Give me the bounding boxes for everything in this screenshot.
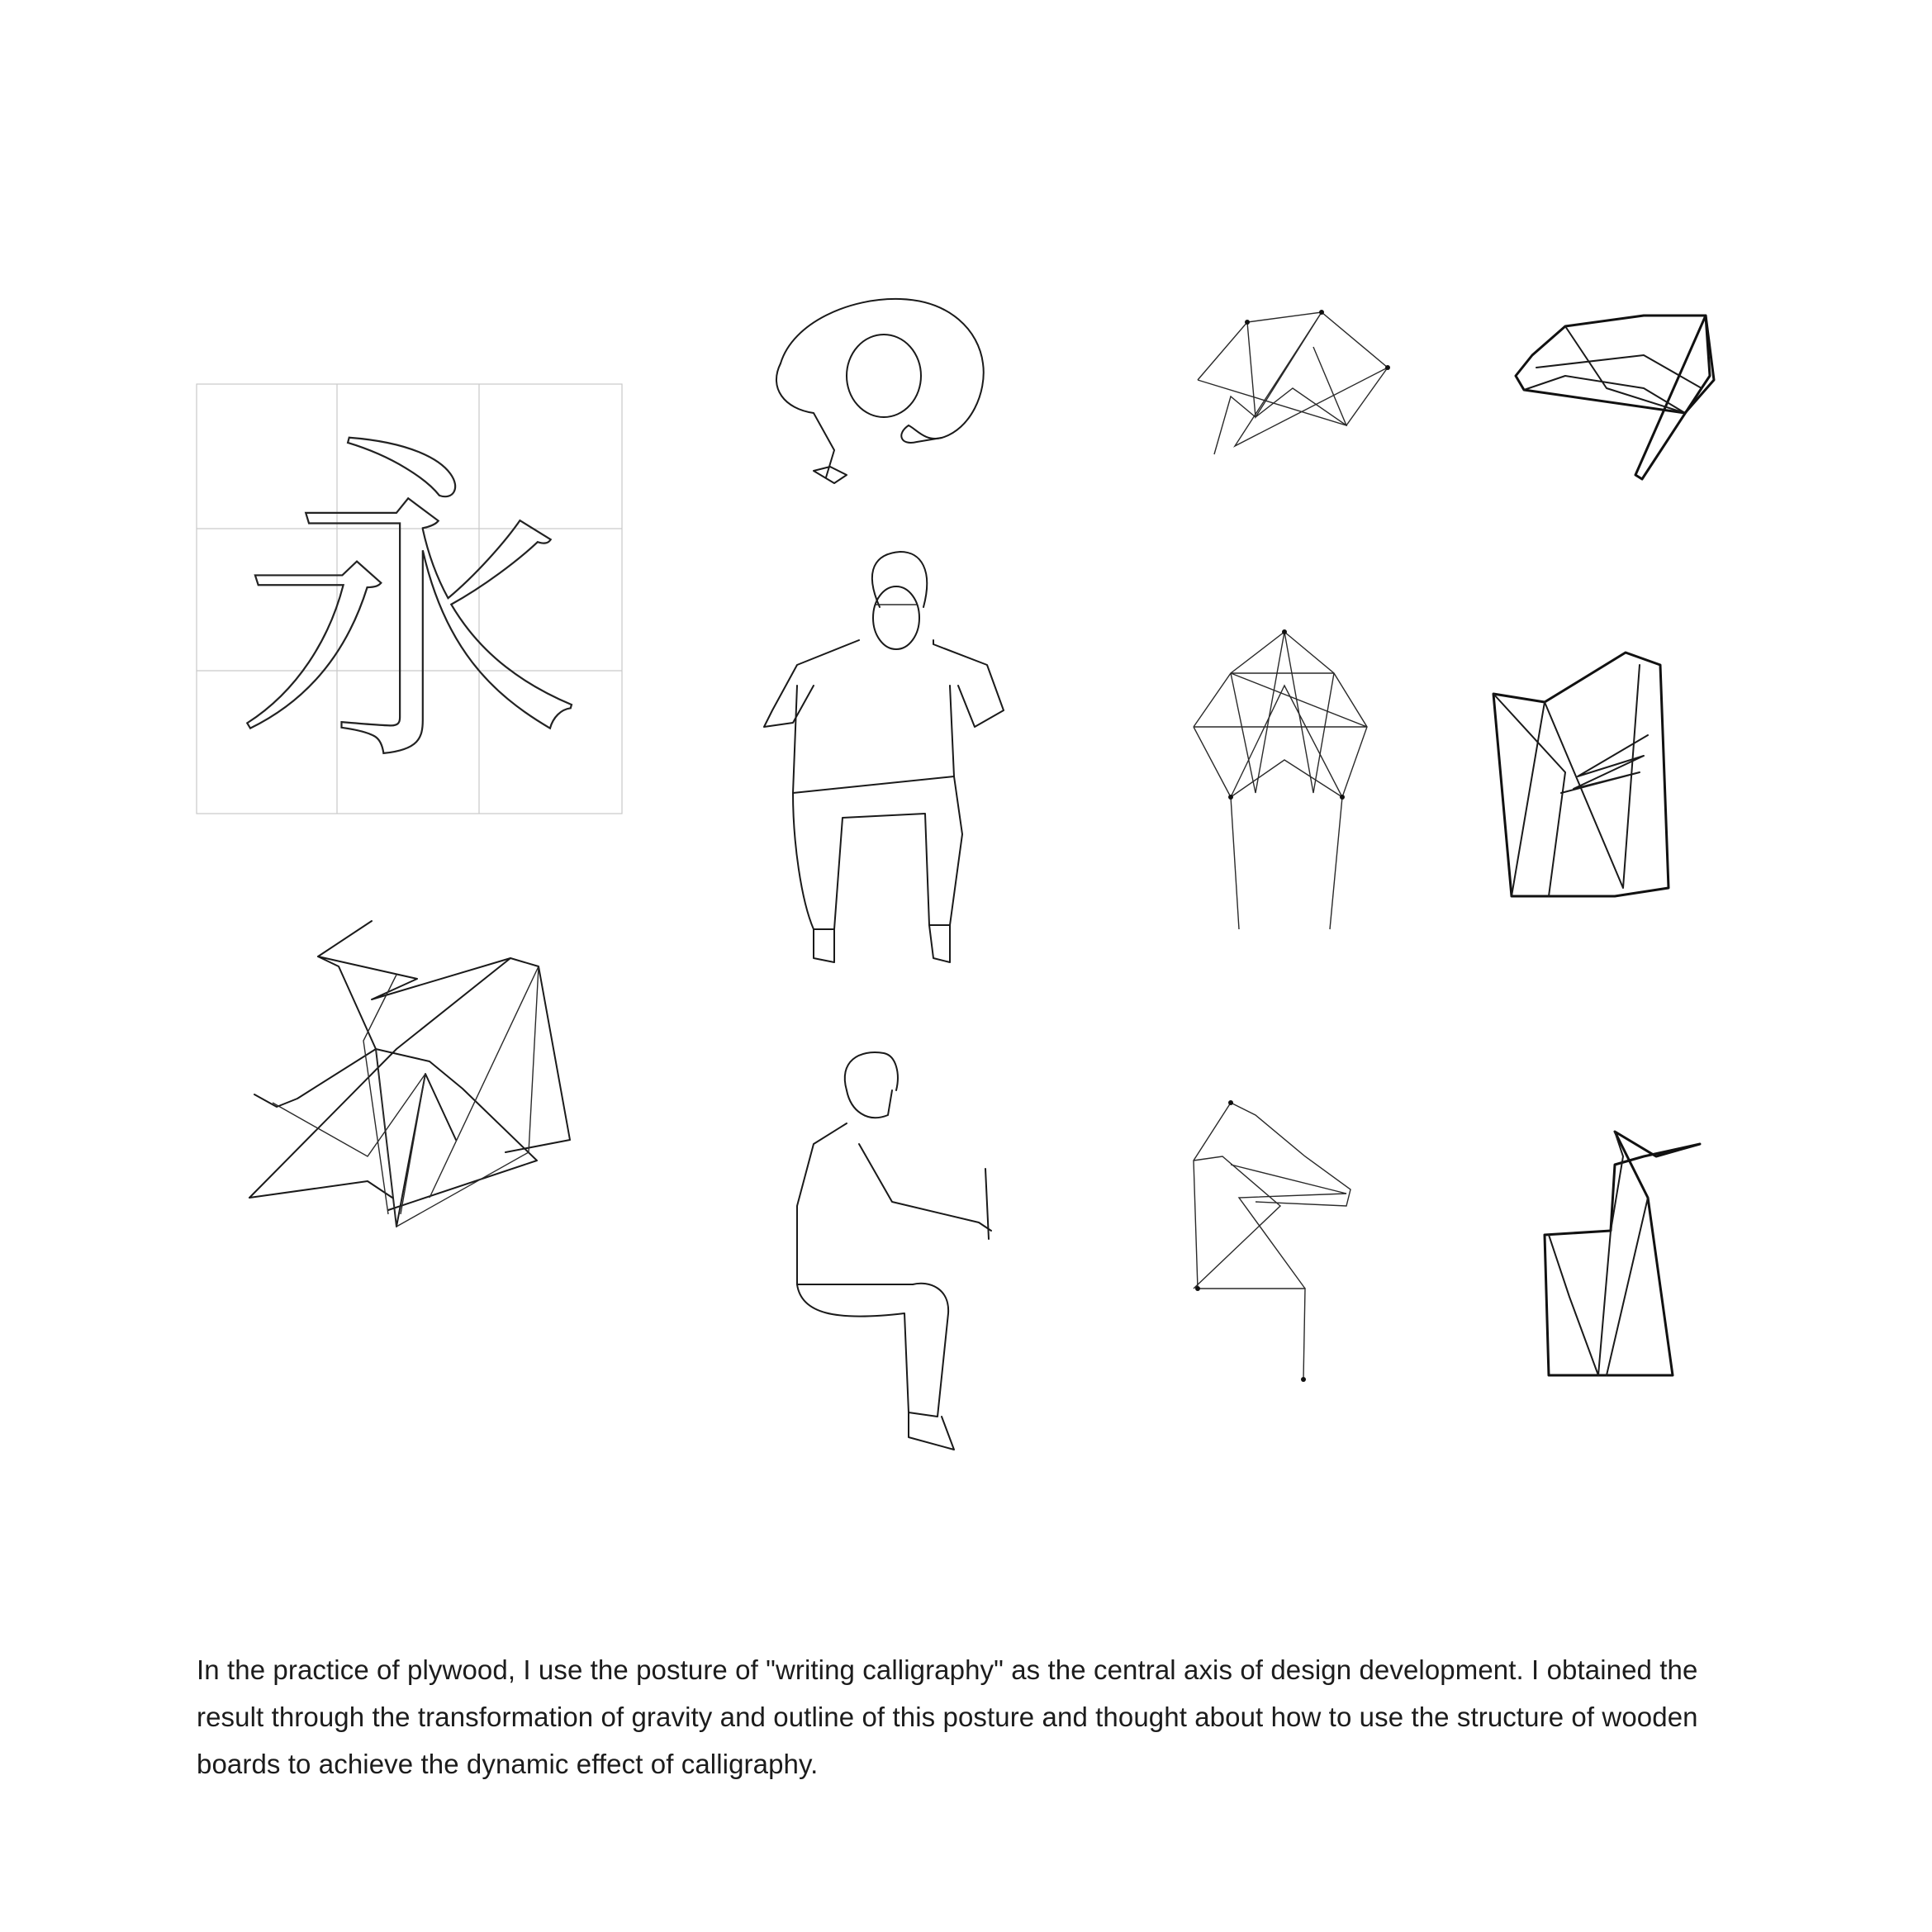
skeleton-line [1198,347,1346,425]
figure-arm [859,1144,991,1231]
skeleton-node [1195,1286,1200,1291]
figure-top-view [776,299,984,483]
skeleton-node [1228,1100,1233,1105]
caption-text: In the practice of plywood, I use the posture of "writing calligraphy" as the central axis of design development. I obtained the result through the transformation of gravity and outline of this posture and thought about how to use the structure of wooden boards to achieve the dynamic effect of calligraphy. [197,1654,1698,1779]
skeleton-line [1194,1156,1280,1289]
figure-front-view [764,552,1004,962]
wire-path [254,1049,537,1210]
board-outline [1545,1132,1700,1375]
plywood-form-top [1516,316,1714,479]
character-glyph: 永 [235,406,582,809]
figure-left-arm [764,640,859,727]
board-edge [1607,1198,1648,1375]
board-edge [1561,735,1648,793]
skeleton-line [1194,727,1239,929]
plywood-form-front [1493,653,1669,896]
skeleton-node [1301,1377,1306,1382]
board-edge [1549,1231,1611,1375]
skeleton-diagram-front [1194,629,1367,929]
skeleton-node [1228,795,1233,800]
skeleton-line [1194,673,1367,727]
figure-torso [797,1123,913,1284]
skeleton-node [1282,629,1287,634]
figure-right-arm [933,640,1004,727]
figure-leg [797,1284,948,1417]
skeleton-node [1385,365,1390,370]
wireframe-abstraction-large [249,921,570,1227]
skeleton-line [1198,312,1388,454]
figure-arm [776,363,834,477]
skeleton-line [1231,686,1342,797]
board-edge [1524,326,1685,413]
skeleton-node [1340,795,1345,800]
wire-path [318,921,570,1152]
figure-hand [814,467,847,483]
skeleton-line [1194,632,1367,929]
skeleton-diagram-top [1198,310,1390,454]
figure-hair [845,1052,898,1090]
figure-head [847,335,921,417]
skeleton-node [1319,310,1324,315]
figure-legs [793,776,962,929]
skeleton-line [1235,312,1388,446]
figure-face [847,1090,892,1118]
skeleton-line [1231,1165,1346,1289]
figure-hair [872,552,927,607]
figure-side-view [797,1052,991,1450]
skeleton-diagram-side [1194,1100,1351,1382]
skeleton-line [1194,1103,1305,1379]
skeleton-node [1245,320,1250,325]
figure-torso [793,686,954,793]
figure-foot [909,1412,954,1450]
figure-feet [814,925,950,962]
figure-head [873,586,919,649]
calligraphy-character-sketch [197,384,622,814]
skeleton-line [1231,632,1334,793]
wire-path [249,1181,392,1198]
plywood-form-side [1545,1132,1700,1375]
